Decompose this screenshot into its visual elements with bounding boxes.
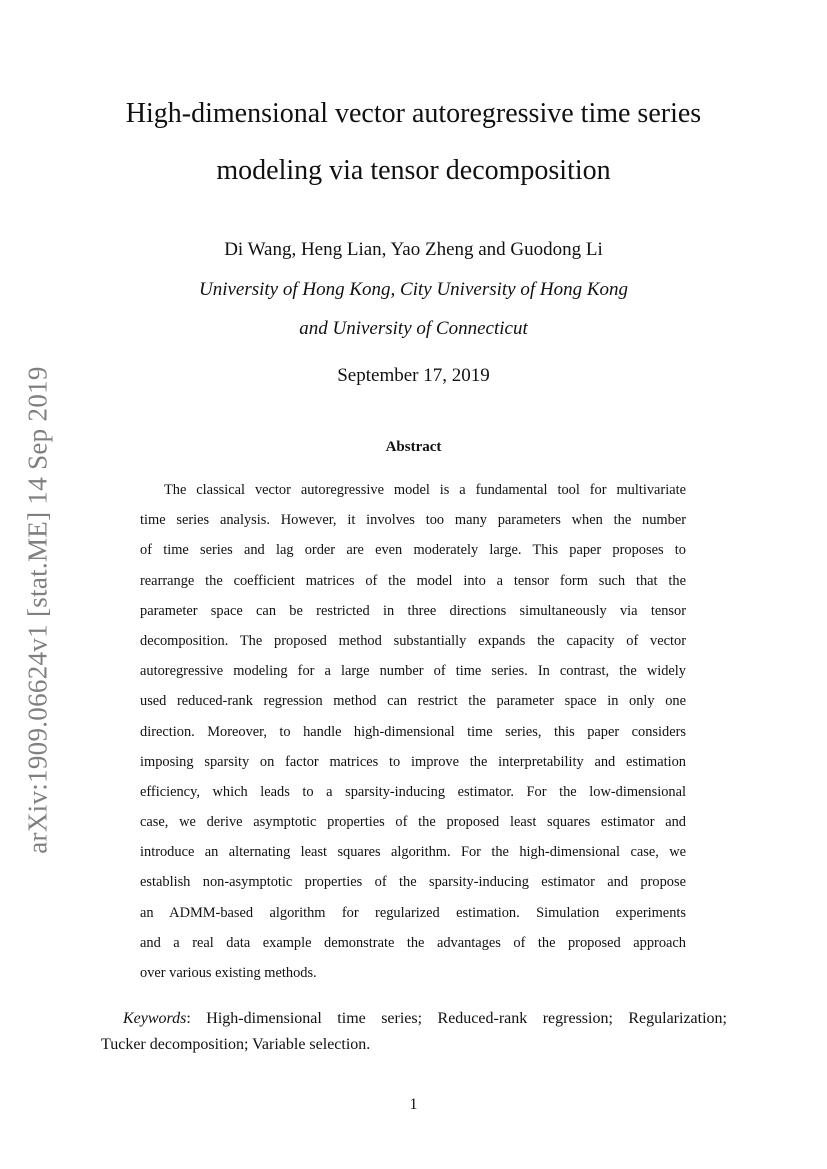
abstract-line: and a real data example demonstrate the advantages of the proposed approach [140,934,686,951]
abstract-body [140,475,686,988]
abstract-line: The classical vector autoregressive model is a fundamental tool for multivariate [164,482,686,498]
abstract-line: case, we derive asymptotic properties of the proposed least squares estimator and [140,814,686,831]
abstract-line: establish non-asymptotic properties of the sparsity-inducing estimator and propose [140,874,686,891]
abstract-line: introduce an alternating least squares algorithm. For the high-dimensional case, we [140,844,686,861]
abstract-line: of time series and lag order are even moderately large. This paper proposes to [140,542,686,559]
affiliation-line-2: and University of Connecticut [299,318,528,339]
abstract-line: decomposition. The proposed method substantially expands the capacity of vector [140,632,686,649]
abstract-line: over various existing methods. [140,965,317,981]
abstract-line: rearrange the coefficient matrices of the model into a tensor form such that the [140,572,686,589]
publication-date: September 17, 2019 [337,365,490,386]
keywords-section [101,1006,727,1058]
keywords-list-part-1: : High-dimensional time series; Reduced-rank regression; Regularization; [186,1010,727,1027]
keywords-label: Keywords [123,1010,187,1027]
affiliation-line-1: University of Hong Kong, City University of Hong Kong [198,279,629,300]
abstract-line: used reduced-rank regression method can restrict the parameter space in only one [140,693,686,710]
abstract-heading: Abstract [385,439,442,455]
abstract-line: direction. Moreover, to handle high-dimensional time series, this paper considers [140,723,686,740]
abstract-line: time series analysis. However, it involves too many parameters when the number [140,512,686,529]
keywords-line-2: Tucker decomposition; Variable selection. [101,1036,371,1053]
author-list: Di Wang, Heng Lian, Yao Zheng and Guodong Li [224,239,603,260]
arxiv-identifier-stamp: arXiv:1909.06624v1 [stat.ME] 14 Sep 2019 [22,366,53,854]
paper-title-line-1: High-dimensional vector autoregressive time series [125,98,702,129]
keywords-line-1 [101,1006,727,1032]
abstract-line: an ADMM-based algorithm for regularized estimation. Simulation experiments [140,904,686,921]
abstract-line: efficiency, which leads to a sparsity-inducing estimator. For the low-dimensional [140,783,686,800]
abstract-line: parameter space can be restricted in three directions simultaneously via tensor [140,602,686,619]
page-number: 1 [409,1096,418,1113]
paper-title-line-2: modeling via tensor decomposition [216,155,611,186]
abstract-line: imposing sparsity on factor matrices to improve the interpretability and estimation [140,753,686,770]
abstract-line: autoregressive modeling for a large number of time series. In contrast, the widely [140,663,686,680]
